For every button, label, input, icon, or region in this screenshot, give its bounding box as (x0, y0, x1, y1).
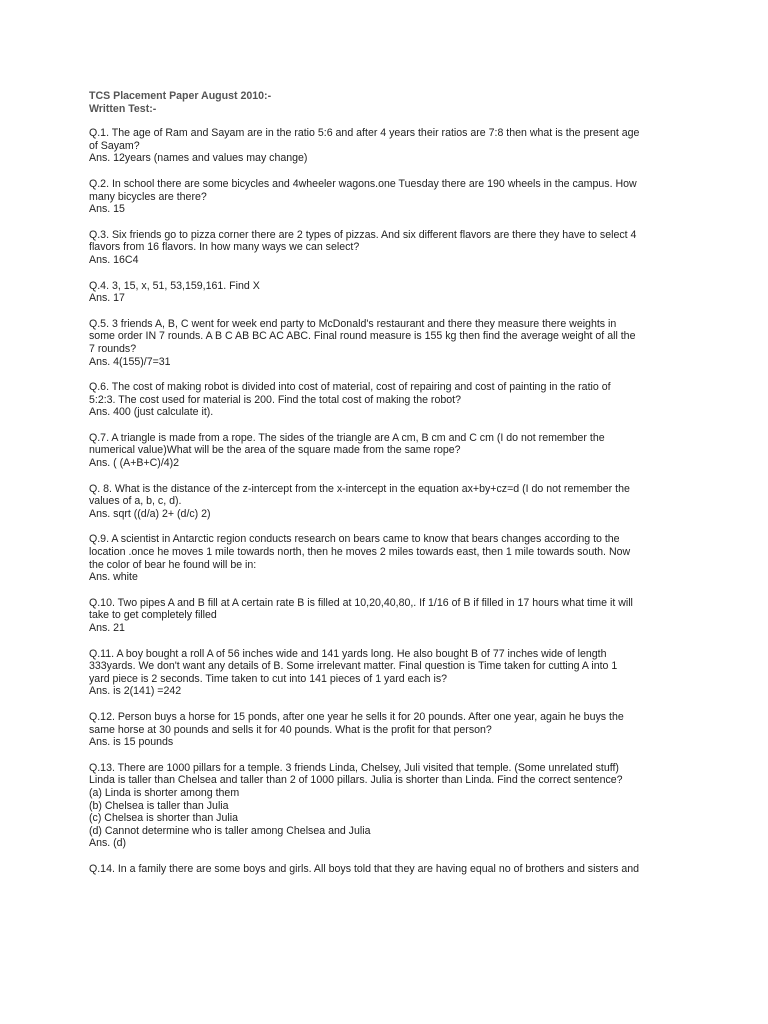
question-block (89, 280, 689, 305)
question-line: the color of bear he found will be in: (89, 558, 257, 571)
question-block (89, 711, 689, 749)
question-line: Q.14. In a family there are some boys and girls. All boys told that they are having equal no of brothers and sisters and (89, 862, 640, 875)
answer-line: Ans. white (89, 571, 138, 584)
answer-line: Ans. (d) (89, 837, 127, 850)
question-line: 333yards. We don't want any details of B. Some irrelevant matter. Final question is Time taken for cutting A into 1 (89, 660, 618, 673)
question-block (89, 432, 689, 470)
option-line: (d) Cannot determine who is taller among Chelsea and Julia (89, 824, 371, 837)
question-line: Q.6. The cost of making robot is divided into cost of material, cost of repairing and cost of painting in the ratio of (89, 381, 611, 394)
question-line: 5:2:3. The cost used for material is 200. Find the total cost of making the robot? (89, 393, 461, 406)
question-line: numerical value)What will be the area of the square made from the same rope? (89, 444, 461, 457)
question-block (89, 229, 689, 267)
answer-line: Ans. is 2(141) =242 (89, 685, 182, 698)
option-line: (b) Chelsea is taller than Julia (89, 799, 229, 812)
document-header (89, 90, 689, 115)
question-line: Q.9. A scientist in Antarctic region conducts research on bears came to know that bears changes according to the (89, 533, 620, 546)
question-line: Q.5. 3 friends A, B, C went for week end party to McDonald's restaurant and there they measure there weights in (89, 317, 617, 330)
question-line: Q. 8. What is the distance of the z-intercept from the x-intercept in the equation ax+by+cz=d (I do not remember the (89, 482, 630, 495)
answer-line: Ans. 4(155)/7=31 (89, 355, 171, 368)
question-line: Q.11. A boy bought a roll A of 56 inches wide and 141 yards long. He also bought B of 77 inches wide of length (89, 647, 607, 660)
question-line: many bicycles are there? (89, 190, 207, 203)
document-page (89, 90, 689, 876)
question-line: take to get completely filled (89, 609, 217, 622)
question-block (89, 863, 689, 876)
option-line: (c) Chelsea is shorter than Julia (89, 812, 238, 825)
answer-line: Ans. 400 (just calculate it). (89, 406, 214, 419)
question-line: 7 rounds? (89, 342, 137, 355)
question-line: location .once he moves 1 mile towards north, then he moves 2 miles towards east, then 1 mile towards south. Now (89, 546, 631, 559)
question-block (89, 648, 689, 698)
answer-line: Ans. ( (A+B+C)/4)2 (89, 457, 180, 470)
question-line: some order IN 7 rounds. A B C AB BC AC ABC. Final round measure is 155 kg then find the average weight of all the (89, 330, 636, 343)
question-line: Q.2. In school there are some bicycles and 4wheeler wagons.one Tuesday there are 190 wheels in the campus. How (89, 177, 637, 190)
question-line: Q.12. Person buys a horse for 15 ponds, after one year he sells it for 20 pounds. After one year, again he buys the (89, 710, 624, 723)
answer-line: Ans. 16C4 (89, 253, 139, 266)
question-line: Q.10. Two pipes A and B fill at A certain rate B is filled at 10,20,40,80,. If 1/16 of B if filled in 17 hours what time it will (89, 596, 633, 609)
question-list (89, 127, 689, 875)
question-block (89, 381, 689, 419)
question-line: yard piece is 2 seconds. Time taken to cut into 141 pieces of 1 yard each is? (89, 672, 448, 685)
question-block (89, 533, 689, 583)
answer-line: Ans. sqrt ((d/a) 2+ (d/c) 2) (89, 507, 211, 520)
question-line: Q.7. A triangle is made from a rope. The sides of the triangle are A cm, B cm and C cm (I do not remember the (89, 431, 605, 444)
question-line: Q.4. 3, 15, x, 51, 53,159,161. Find X (89, 279, 260, 292)
question-block (89, 597, 689, 635)
question-line: values of a, b, c, d). (89, 495, 182, 508)
question-block (89, 483, 689, 521)
document-subtitle: Written Test:- (89, 102, 157, 115)
question-block (89, 762, 689, 850)
answer-line: Ans. is 15 pounds (89, 736, 174, 749)
option-line: (a) Linda is shorter among them (89, 786, 240, 799)
question-line: Q.3. Six friends go to pizza corner there are 2 types of pizzas. And six different flavors are there they have to select 4 (89, 228, 637, 241)
question-line: Linda is taller than Chelsea and taller than 2 of 1000 pillars. Julia is shorter than Linda. Find the correct sentence? (89, 774, 623, 787)
document-title: TCS Placement Paper August 2010:- (89, 90, 272, 102)
question-block (89, 318, 689, 368)
question-block (89, 178, 689, 216)
question-line: same horse at 30 pounds and sells it for 40 pounds. What is the profit for that person? (89, 723, 492, 736)
question-line: Q.1. The age of Ram and Sayam are in the ratio 5:6 and after 4 years their ratios are 7:8 then what is the present age (89, 127, 640, 140)
answer-line: Ans. 15 (89, 203, 125, 216)
answer-line: Ans. 17 (89, 292, 125, 305)
question-block (89, 127, 689, 165)
question-line: flavors from 16 flavors. In how many ways we can select? (89, 241, 360, 254)
question-line: Q.13. There are 1000 pillars for a temple. 3 friends Linda, Chelsey, Juli visited that temple. (Some unrelated stuff) (89, 761, 619, 774)
question-line: of Sayam? (89, 139, 140, 152)
answer-line: Ans. 12years (names and values may change) (89, 152, 308, 165)
answer-line: Ans. 21 (89, 622, 125, 634)
